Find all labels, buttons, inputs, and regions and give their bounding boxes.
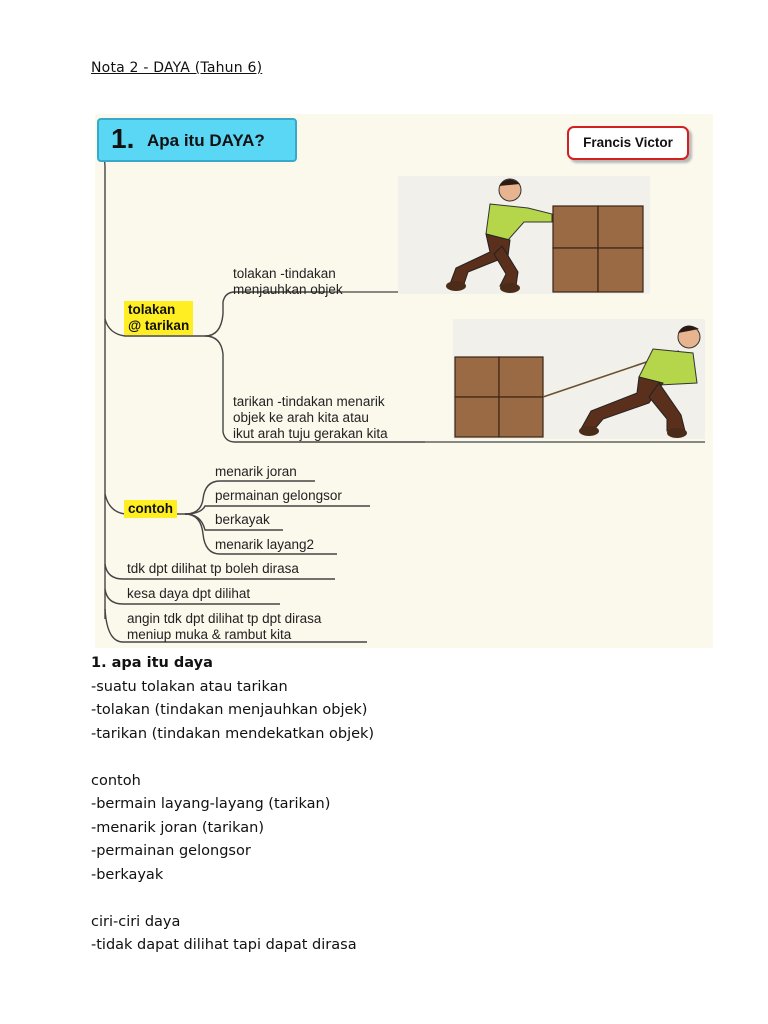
notes-heading: 1. apa itu daya [91, 655, 213, 671]
notes-trait: -tidak dapat dilihat tapi dapat dirasa [91, 937, 357, 953]
notes-section [91, 652, 731, 958]
notes-example: -permainan gelongsor [91, 843, 251, 859]
author-label: Francis Victor [567, 126, 689, 160]
notes-definition: -tolakan (tindakan menjauhkan objek) [91, 702, 368, 718]
heading-number: 1. [111, 123, 135, 154]
notes-definition: -suatu tolakan atau tarikan [91, 678, 288, 695]
notes-examples-heading: contoh [91, 772, 141, 789]
trait-2: kesa daya dpt dilihat [127, 586, 251, 601]
notes-example: -menarik joran (tarikan) [91, 819, 264, 836]
pull-definition: tarikan -tindakan menarik objek ke arah kita atau ikut arah tuju gerakan kita [233, 394, 388, 441]
branch-push-pull-label: tolakan @ tarikan [124, 301, 193, 335]
trait-1: tdk dpt dilihat tp boleh dirasa [127, 561, 299, 576]
pulling-illustration [453, 319, 705, 439]
example-item: menarik layang2 [215, 537, 315, 552]
example-line-2 [185, 506, 370, 514]
trait-3: angin tdk dpt dilihat tp dpt dirasa meniup muka & rambut kita [127, 611, 322, 642]
document-title: Nota 2 - DAYA (Tahun 6) [91, 60, 263, 76]
mind-map-diagram [95, 114, 713, 648]
notes-example: -berkayak [91, 866, 164, 883]
notes-definition: -tarikan (tindakan mendekatkan objek) [91, 725, 375, 742]
example-item: berkayak [215, 512, 270, 527]
notes-example: -bermain layang-layang (tarikan) [91, 796, 331, 812]
example-item: permainan gelongsor [215, 488, 342, 503]
main-trunk-line [100, 138, 105, 619]
branch-push-line [205, 292, 325, 336]
mind-map-heading [97, 118, 297, 162]
heading-text: Apa itu DAYA? [147, 131, 265, 150]
push-definition: tolakan -tindakan menjauhkan objek [233, 266, 343, 297]
pushing-illustration [398, 176, 650, 294]
notes-traits-heading: ciri-ciri daya [91, 913, 181, 930]
examples-label: contoh [124, 500, 177, 518]
example-item: menarik joran [215, 464, 297, 479]
